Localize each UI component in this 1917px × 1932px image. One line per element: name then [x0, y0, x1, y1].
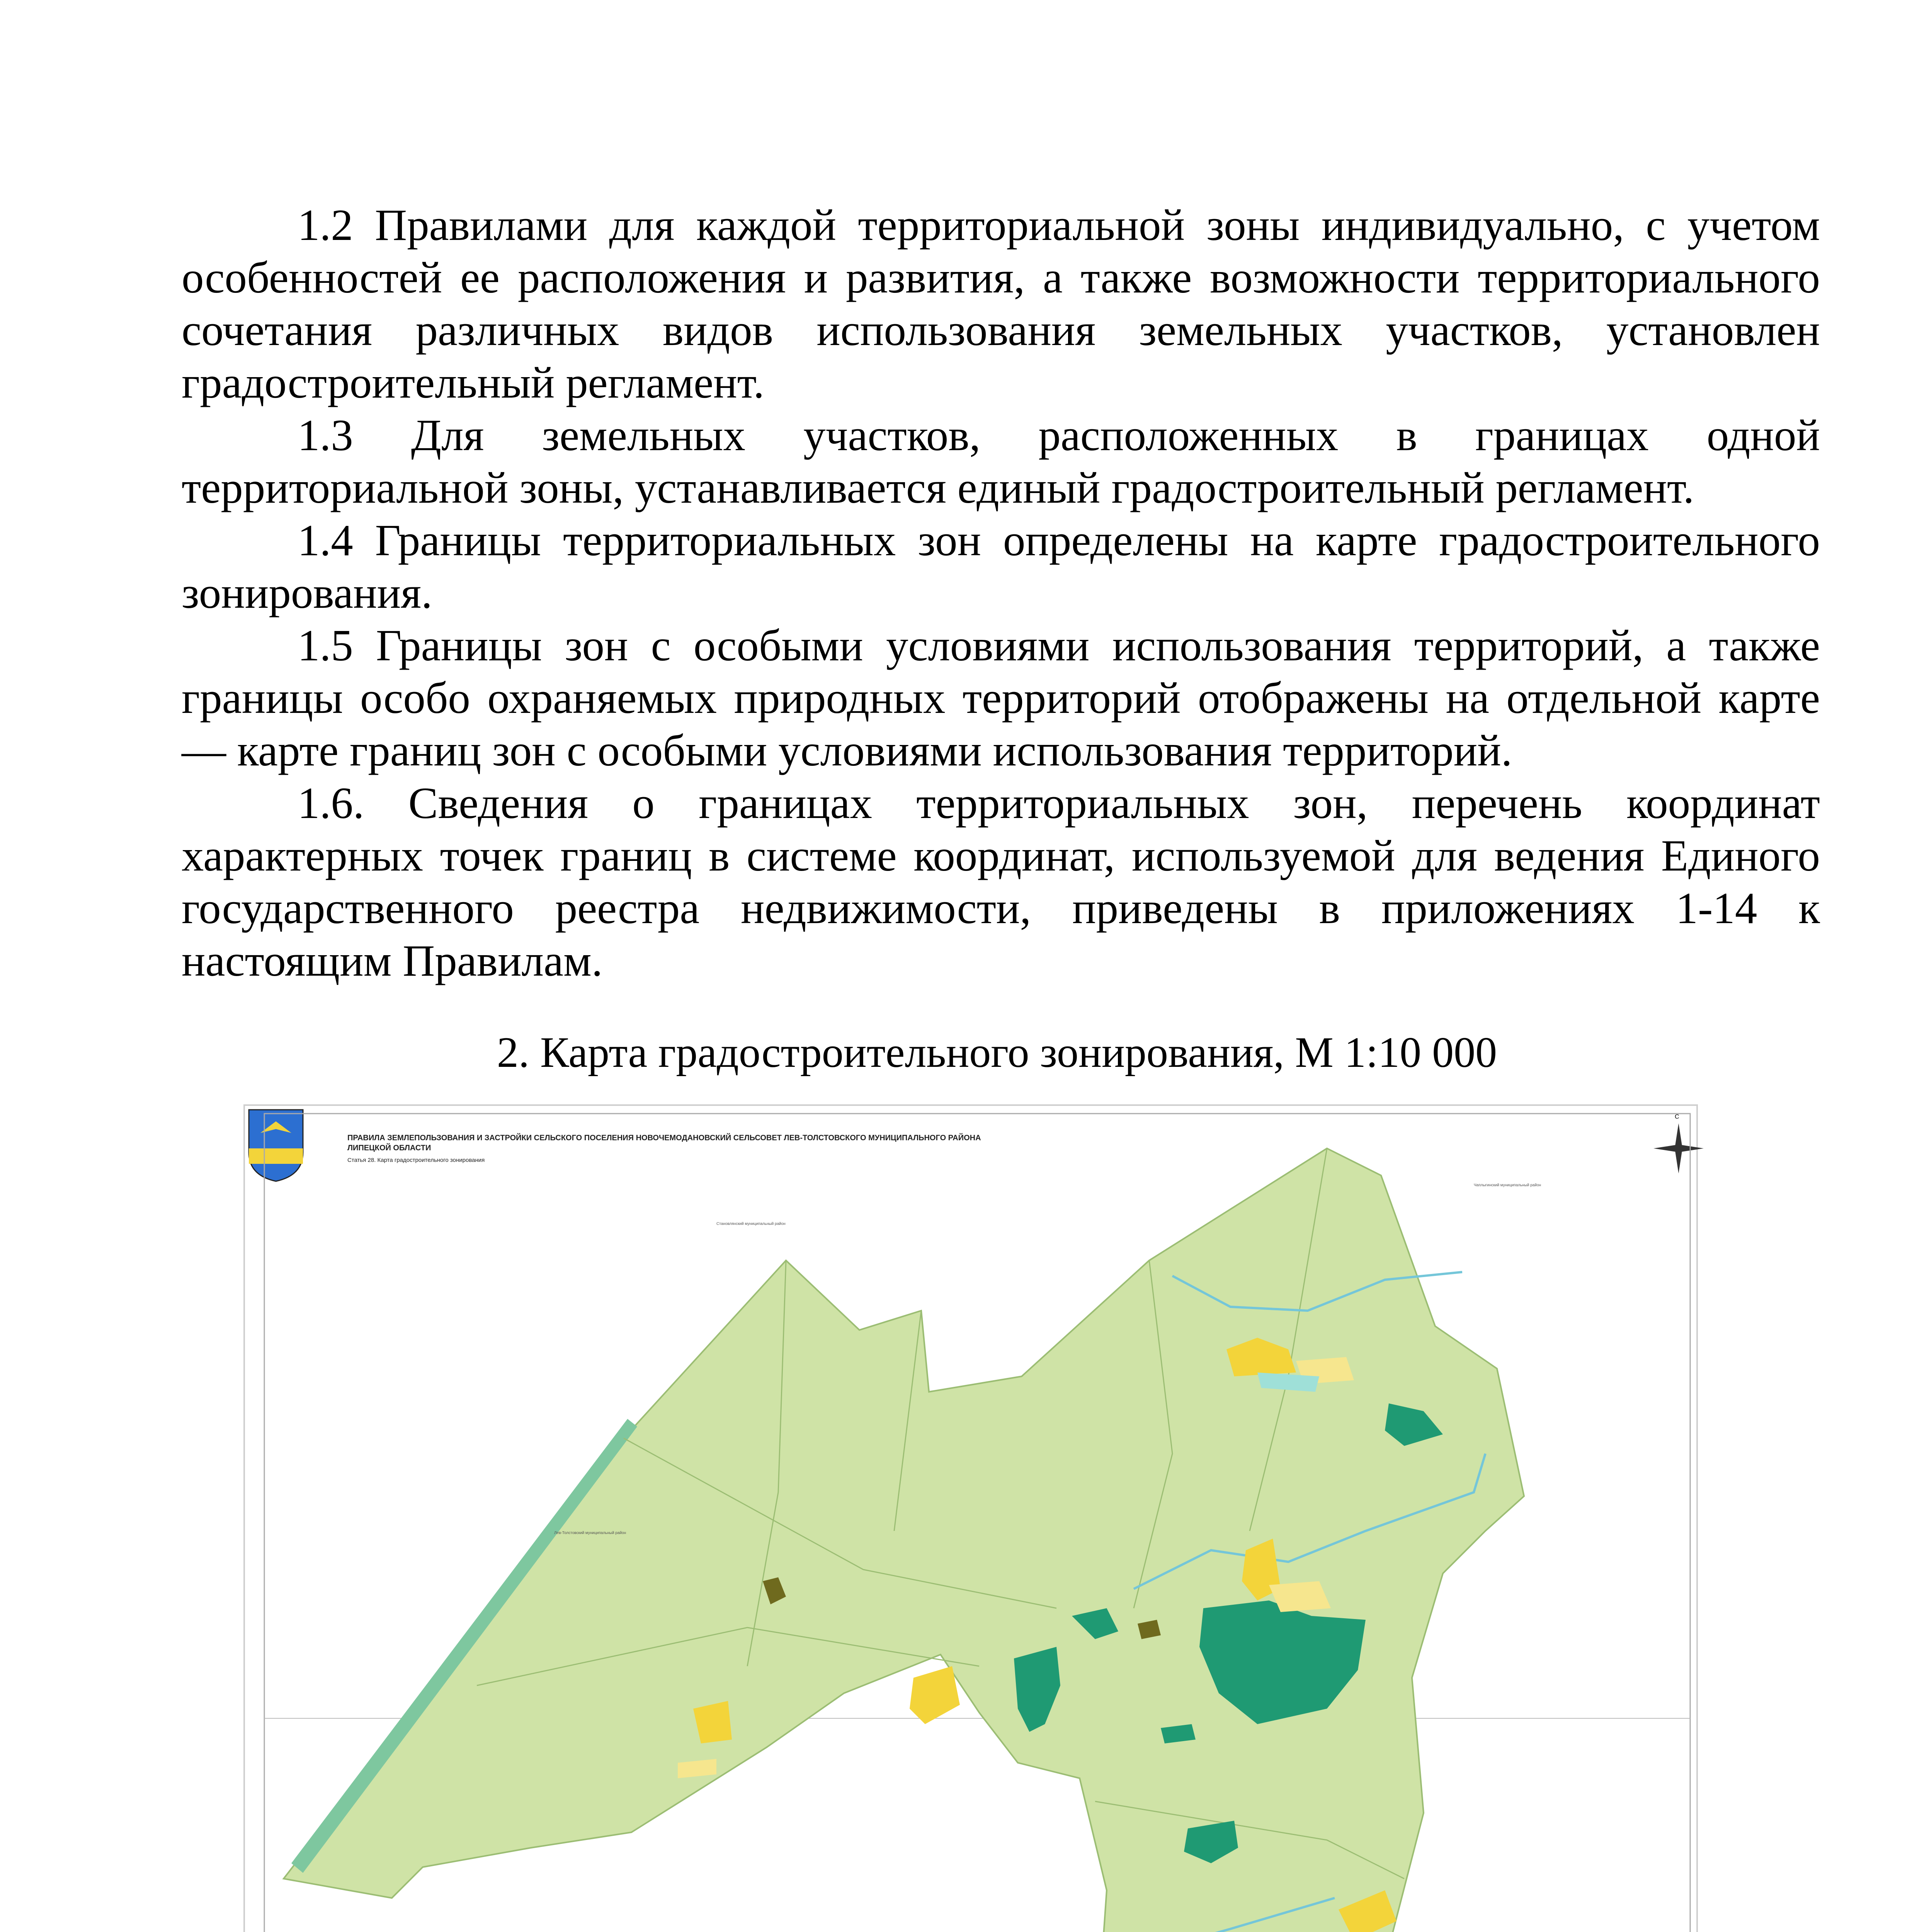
- paragraph-1-2: 1.2 Правилами для каждой территориальной зоны индивидуально, с учетом особенностей ее расположения и развития, а также возможности территориального сочетания различных видов использования земельных участков, установлен градостроительный регламент.: [182, 201, 1820, 407]
- paragraph-1-6: 1.6. Сведения о границах территориальных зон, перечень координат характерных точек границ в системе координат, используемой для ведения Единого государственного реестра недвижимости, приведены в приложениях 1-14 к настоящим Правилам.: [182, 779, 1820, 985]
- settlement-territory: [284, 1148, 1524, 1932]
- compass-north-label: С: [1675, 1114, 1679, 1120]
- map-subtitle: Статья 28. Карта градостроительного зонирования: [347, 1157, 485, 1163]
- paragraph-1-3: 1.3 Для земельных участков, расположенных в границах одной территориальной зоны, устанавливается единый градостроительный регламент.: [182, 411, 1820, 512]
- map-title: ПРАВИЛА ЗЕМЛЕПОЛЬЗОВАНИЯ И ЗАСТРОЙКИ СЕЛЬСКОГО ПОСЕЛЕНИЯ НОВОЧЕМОДАНОВСКИЙ СЕЛЬСОВЕТ ЛЕВ-ТОЛСТОВСКОГО МУНИЦИПАЛЬНОГО РАЙОНА ЛИПЕЦКОЙ ОБЛАСТИ: [347, 1134, 981, 1152]
- map-label-west: Лев-Толстовский муниципальный район: [554, 1531, 626, 1535]
- map-canvas: [245, 1106, 1696, 1932]
- paragraph-1-5: 1.5 Границы зон с особыми условиями использования территорий, а также границы особо охраняемых природных территорий отображены на отдельной карте — карте границ зон с особыми условиями использования территорий.: [182, 621, 1820, 775]
- body-text: [182, 199, 1820, 987]
- zoning-map: [243, 1104, 1698, 1932]
- map-caption: 2. Карта градостроительного зонирования, М 1:10 000: [497, 1029, 1497, 1077]
- map-label-north: Становлянский муниципальный район: [716, 1222, 786, 1226]
- map-label-northeast: Чаплыгинский муниципальный район: [1474, 1183, 1541, 1187]
- paragraph-1-4: 1.4 Границы территориальных зон определены на карте градостроительного зонирования.: [182, 516, 1820, 617]
